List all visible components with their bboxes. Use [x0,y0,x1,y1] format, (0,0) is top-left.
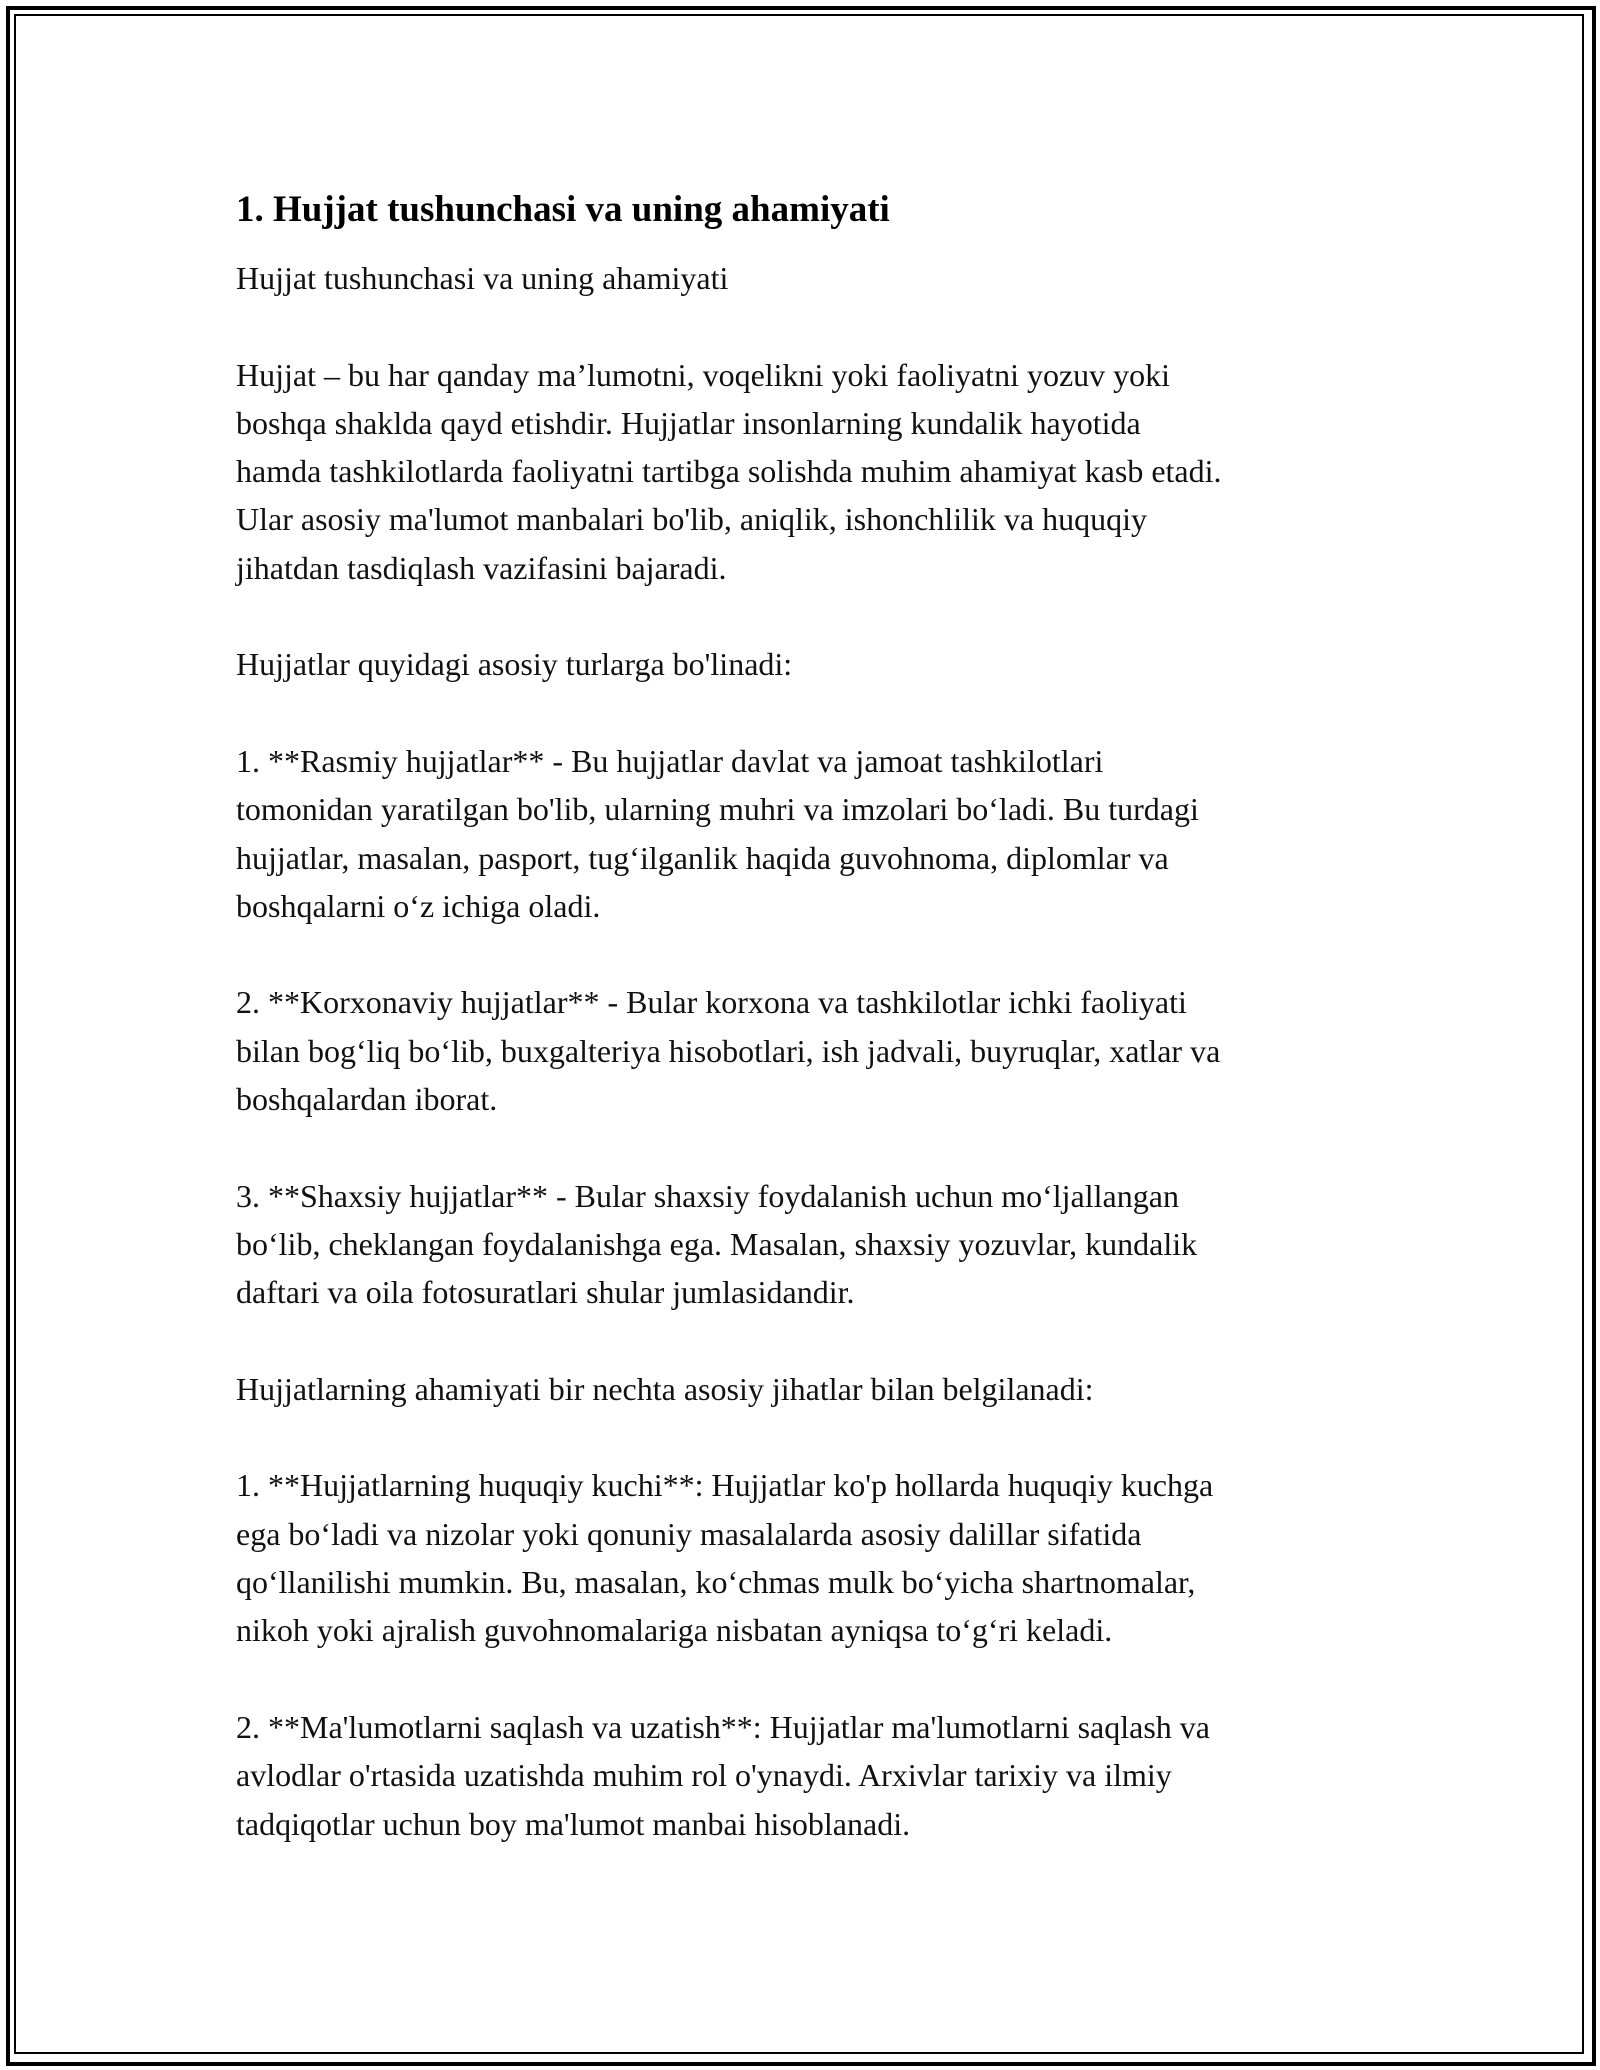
document-heading: 1. Hujjat tushunchasi va uning ahamiyati [236,189,890,230]
importance-intro-paragraph: Hujjatlarning ahamiyati bir nechta asosiy jihatlar bilan belgilanadi: [236,1370,1094,1407]
paragraph-gap [236,930,1376,978]
paragraph-gap [236,592,1376,640]
importance-storage-paragraph: 2. **Ma'lumotlarni saqlash va uzatish**: Hujjatlar ma'lumotlarni saqlash va avlodlar o'rtasida uzatishda muhim rol o'ynaydi. Arxivlar tarixiy va ilmiy tadqiqotlar uchun boy ma'lumot manbai hisoblanadi. [236,1708,1210,1842]
importance-legal-paragraph: 1. **Hujjatlarning huquqiy kuchi**: Hujjatlar ko'p hollarda huquqiy kuchga ega bo‘ladi va nizolar yoki qonuniy masalalarda asosiy dalillar sifatida qo‘llanilishi mumkin. Bu, masalan, ko‘chmas mulk bo‘yicha shartnomalar, nikoh yoki ajralish guvohnomalariga nisbatan ayniqsa to‘g‘ri keladi. [236,1467,1214,1649]
paragraph-gap [236,302,1376,350]
definition-paragraph: Hujjat – bu har qanday ma’lumotni, voqelikni yoki faoliyatni yozuv yoki boshqa shaklda qayd etishdir. Hujjatlar insonlarning kundalik hayotida hamda tashkilotlarda faoliyatni tartibga solishda muhim ahamiyat kasb etadi. Ular asosiy ma'lumot manbalari bo'lib, aniqlik, ishonchlilik va huquqiy jihatdan tasdiqlash vazifasini bajaradi. [236,356,1222,586]
paragraph-gap [236,1317,1376,1365]
type-personal-paragraph: 3. **Shaxsiy hujjatlar** - Bular shaxsiy foydalanish uchun mo‘ljallangan bo‘lib, cheklangan foydalanishga ega. Masalan, shaxsiy yozuvlar, kundalik daftari va oila fotosuratlari shular jumlasidandir. [236,1177,1198,1311]
paragraph-gap [236,689,1376,737]
type-official-paragraph: 1. **Rasmiy hujjatlar** - Bu hujjatlar davlat va jamoat tashkilotlari tomonidan yaratilgan bo'lib, ularning muhri va imzolari bo‘ladi. Bu turdagi hujjatlar, masalan, pasport, tug‘ilganlik haqida guvohnoma, diplomlar va boshqalarni o‘z ichiga oladi. [236,742,1199,924]
subtitle-paragraph: Hujjat tushunchasi va uning ahamiyati [236,260,729,296]
types-intro-paragraph: Hujjatlar quyidagi asosiy turlarga bo'linadi: [236,646,793,683]
paragraph-gap [236,1413,1376,1461]
document-body [236,186,1376,1848]
type-corporate-paragraph: 2. **Korxonaviy hujjatlar** - Bular korxona va tashkilotlar ichki faoliyati bilan bog‘liq bo‘lib, buxgalteriya hisobotlari, ish jadvali, buyruqlar, xatlar va boshqalardan iborat. [236,984,1221,1118]
paragraph-gap [236,1655,1376,1703]
paragraph-gap [236,1123,1376,1171]
